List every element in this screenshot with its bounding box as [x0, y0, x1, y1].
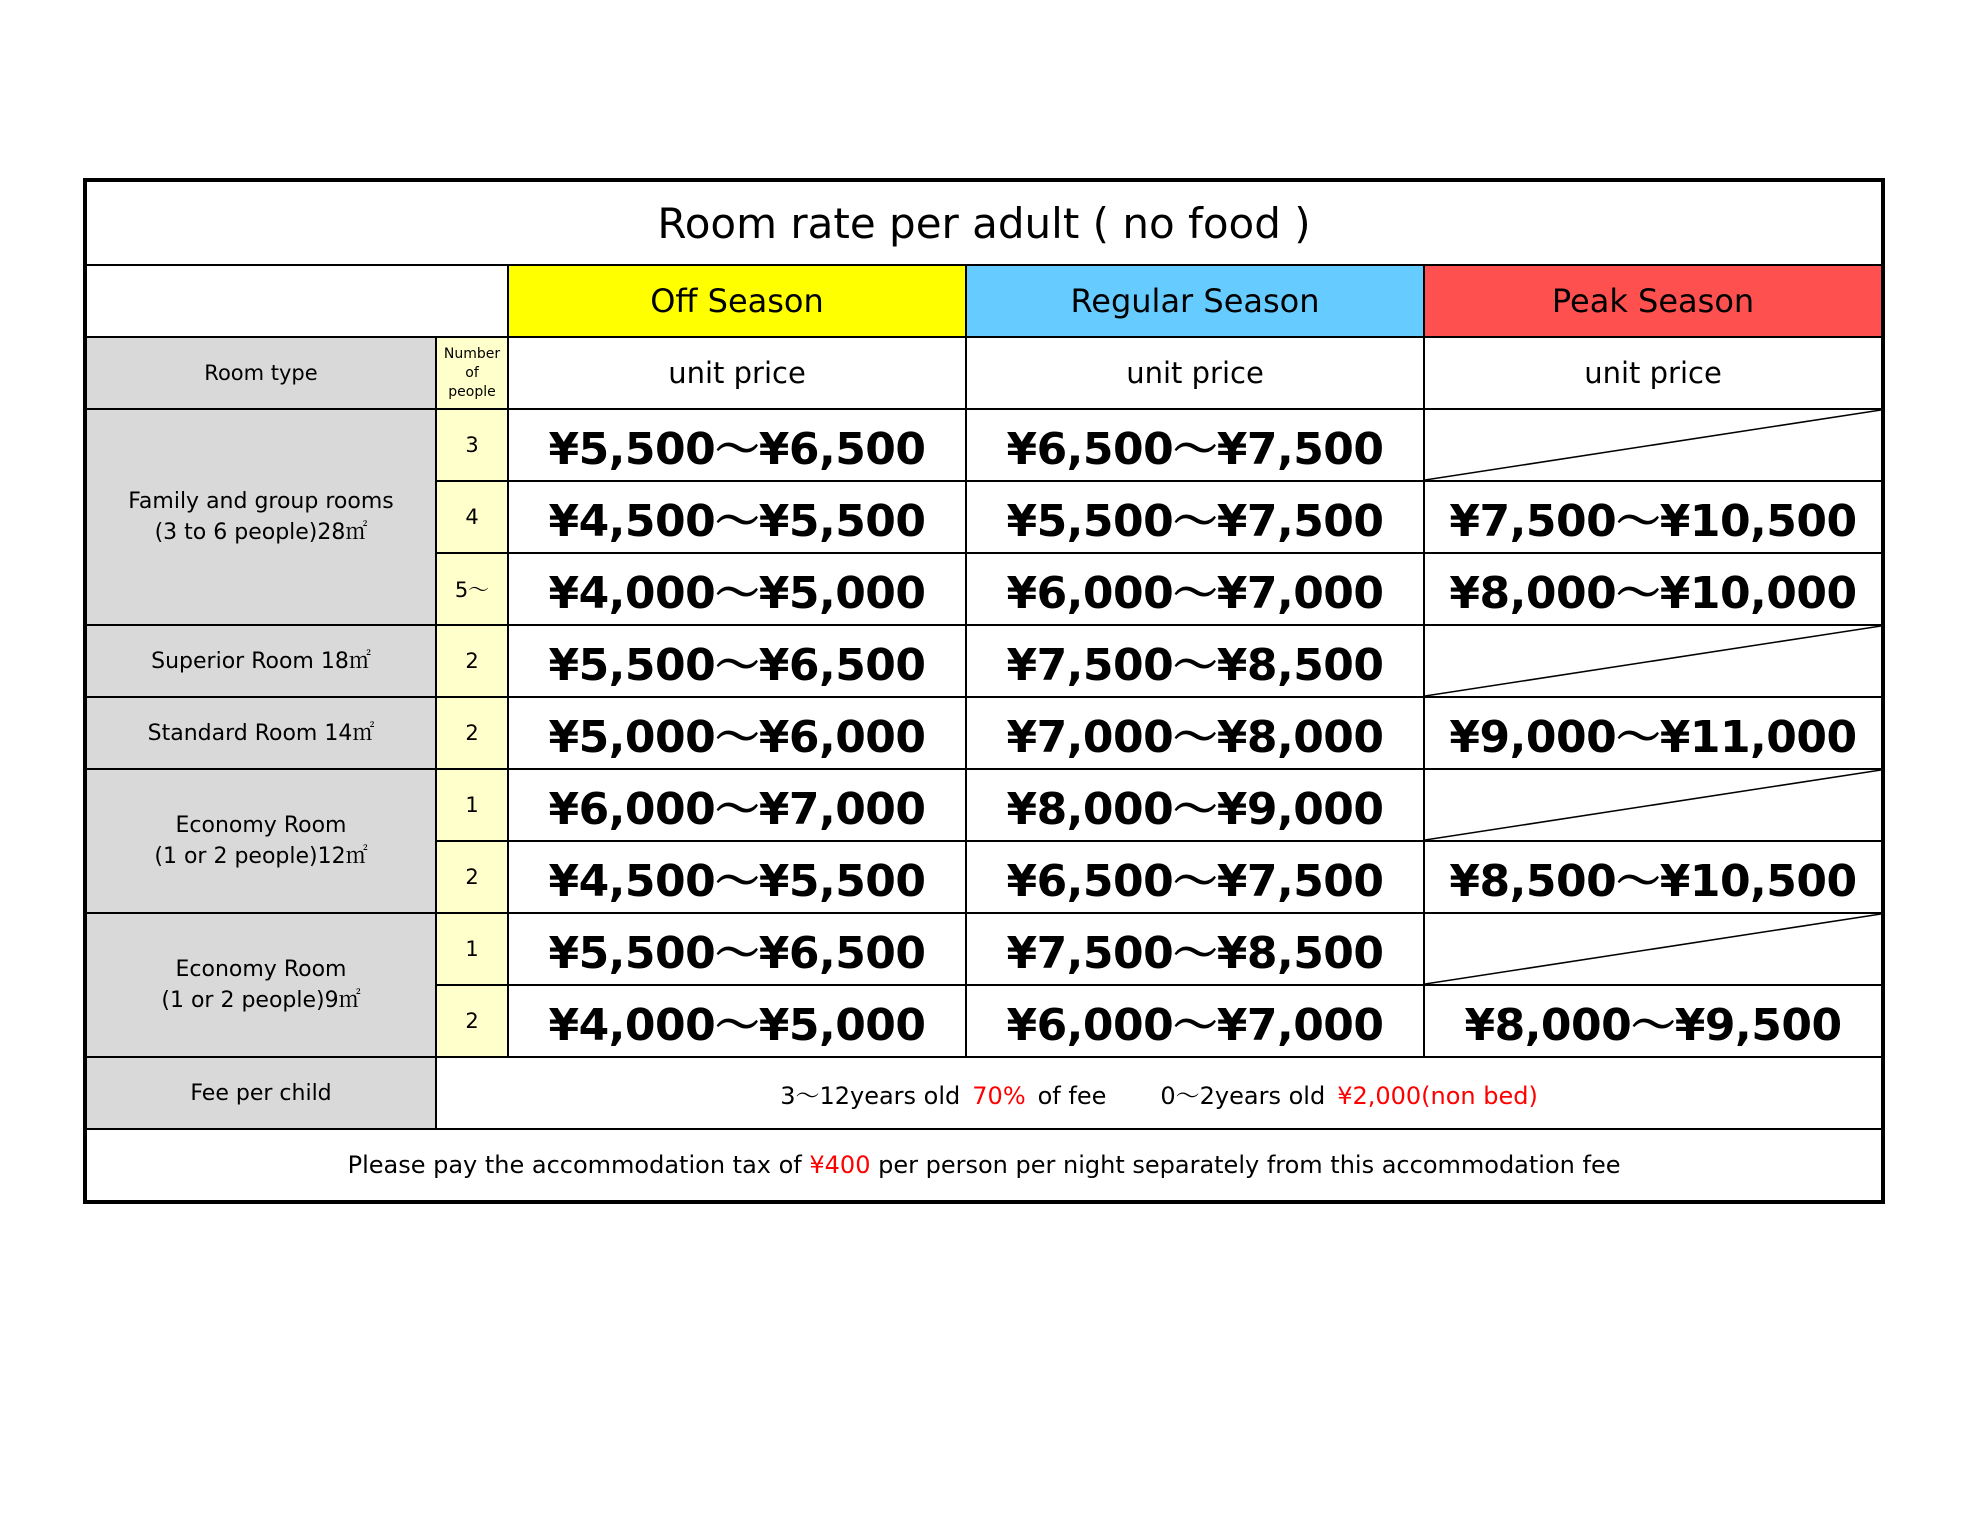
regular-season-header: Regular Season: [966, 265, 1424, 337]
peak-unit-price-header: unit price: [1424, 337, 1882, 409]
room-type-line: Superior Room 18㎡: [151, 648, 371, 674]
header-blank-cell: [86, 265, 508, 337]
off-season-header: Off Season: [508, 265, 966, 337]
people-count-cell: 2: [436, 841, 508, 913]
child-fee-percent: 70%: [972, 1081, 1026, 1110]
diagonal-slash-icon: [1425, 626, 1881, 696]
regular-price-cell: ¥7,500～¥8,500: [966, 913, 1424, 985]
child-fee-of-fee: of fee: [1037, 1081, 1107, 1110]
people-count-cell: 1: [436, 769, 508, 841]
peak-price-cell: ¥9,000～¥11,000: [1424, 697, 1882, 769]
off-price-cell: ¥5,500～¥6,500: [508, 913, 966, 985]
peak-not-available-cell: [1424, 409, 1882, 481]
tax-note-after: per person per night separately from this accommodation fee: [878, 1151, 1621, 1179]
room-type-cell: [86, 409, 436, 625]
people-count-cell: 5～: [436, 553, 508, 625]
room-type-line: Family and group rooms: [128, 489, 394, 514]
header-line: people: [448, 383, 496, 400]
peak-not-available-cell: [1424, 625, 1882, 697]
people-count-cell: 4: [436, 481, 508, 553]
people-count-cell: 2: [436, 697, 508, 769]
people-count-cell: 2: [436, 625, 508, 697]
regular-price-cell: ¥5,500～¥7,500: [966, 481, 1424, 553]
diagonal-slash-icon: [1425, 770, 1881, 840]
off-price-cell: ¥4,000～¥5,000: [508, 985, 966, 1057]
regular-price-cell: ¥6,000～¥7,000: [966, 985, 1424, 1057]
peak-not-available-cell: [1424, 769, 1882, 841]
regular-price-cell: ¥6,000～¥7,000: [966, 553, 1424, 625]
room-type-line: Economy Room: [175, 957, 347, 982]
off-price-cell: ¥4,000～¥5,000: [508, 553, 966, 625]
off-price-cell: ¥6,000～¥7,000: [508, 769, 966, 841]
table-row: [86, 769, 1882, 841]
off-price-cell: ¥4,500～¥5,500: [508, 481, 966, 553]
peak-price-cell: ¥7,500～¥10,500: [1424, 481, 1882, 553]
room-type-line: (1 or 2 people)9㎡: [161, 988, 361, 1013]
room-type-line: (1 or 2 people)12㎡: [154, 844, 368, 869]
diagonal-slash-icon: [1425, 410, 1881, 480]
peak-price-cell: ¥8,500～¥10,500: [1424, 841, 1882, 913]
regular-price-cell: ¥7,000～¥8,000: [966, 697, 1424, 769]
diagonal-slash-icon: [1425, 914, 1881, 984]
header-line: of: [465, 364, 479, 381]
table-row: [86, 913, 1882, 985]
regular-price-cell: ¥6,500～¥7,500: [966, 409, 1424, 481]
regular-unit-price-header: unit price: [966, 337, 1424, 409]
off-price-cell: ¥4,500～¥5,500: [508, 841, 966, 913]
regular-price-cell: ¥8,000～¥9,000: [966, 769, 1424, 841]
table-row: [86, 697, 1882, 769]
room-type-line: (3 to 6 people)28㎡: [154, 520, 368, 545]
off-price-cell: ¥5,500～¥6,500: [508, 409, 966, 481]
child-age-range-2: 0～2years old: [1160, 1081, 1326, 1110]
peak-not-available-cell: [1424, 913, 1882, 985]
off-price-cell: ¥5,500～¥6,500: [508, 625, 966, 697]
child-age-range-1: 3～12years old: [780, 1081, 961, 1110]
room-type-cell: [86, 769, 436, 913]
peak-season-header: Peak Season: [1424, 265, 1882, 337]
child-fee-info: [436, 1057, 1882, 1129]
header-line: Number: [443, 345, 501, 362]
regular-price-cell: ¥7,500～¥8,500: [966, 625, 1424, 697]
off-price-cell: ¥5,000～¥6,000: [508, 697, 966, 769]
tax-note-before: Please pay the accommodation tax of: [347, 1151, 802, 1179]
tax-note-row: [86, 1129, 1882, 1201]
table-row: [86, 625, 1882, 697]
room-type-cell: [86, 697, 436, 769]
number-of-people-header: [436, 337, 508, 409]
people-count-cell: 3: [436, 409, 508, 481]
room-type-line: Standard Room 14㎡: [147, 720, 375, 746]
regular-price-cell: ¥6,500～¥7,500: [966, 841, 1424, 913]
table-title: Room rate per adult ( no food ): [86, 181, 1882, 265]
peak-price-cell: ¥8,000～¥9,500: [1424, 985, 1882, 1057]
room-type-line: Economy Room: [175, 813, 347, 838]
tax-amount: ¥400: [809, 1151, 871, 1179]
room-rate-table: [85, 180, 1883, 1202]
room-type-cell: [86, 625, 436, 697]
people-count-cell: 2: [436, 985, 508, 1057]
table-row: [86, 409, 1882, 481]
room-type-header: Room type: [86, 337, 436, 409]
off-unit-price-header: unit price: [508, 337, 966, 409]
child-fee-row: [86, 1057, 1882, 1129]
child-fee-label: Fee per child: [86, 1057, 436, 1129]
infant-fee-amount: ¥2,000(non bed): [1337, 1081, 1538, 1110]
people-count-cell: 1: [436, 913, 508, 985]
tax-note: [86, 1129, 1882, 1201]
peak-price-cell: ¥8,000～¥10,000: [1424, 553, 1882, 625]
room-type-cell: [86, 913, 436, 1057]
